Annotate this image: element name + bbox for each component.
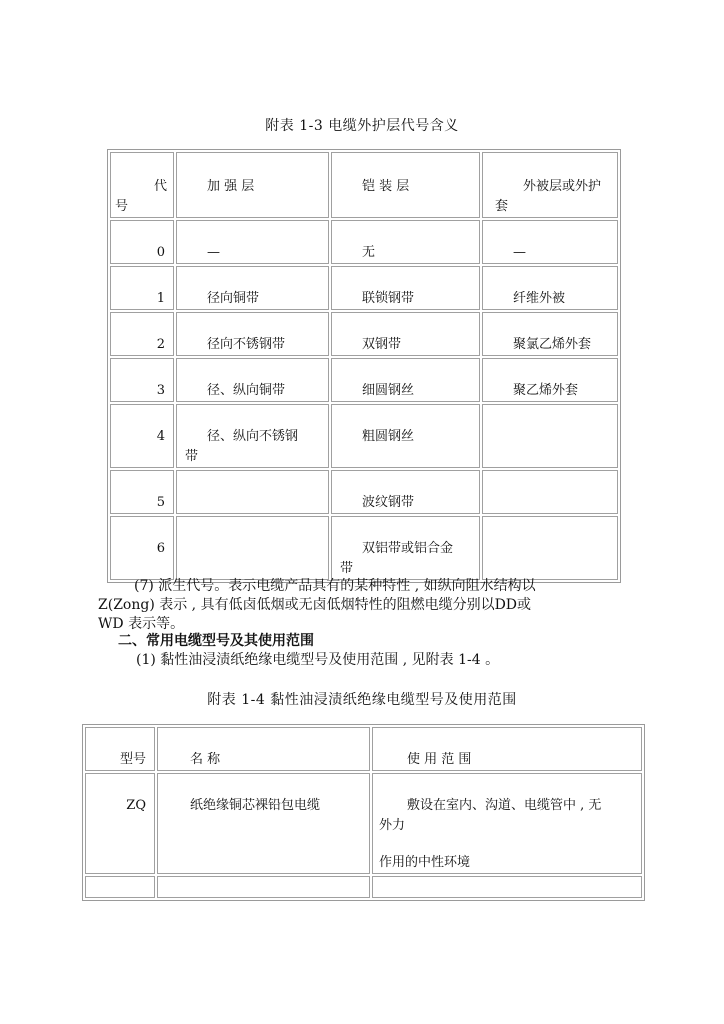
header-outer: 外被层或外护 套 [482, 152, 618, 218]
table-row [110, 404, 618, 468]
paragraph-derived-code: (7) 派生代号。表示电缆产品具有的某种特性 , 如纵向阻水结构以 Z(Zong) 表示 , 具有低卤低烟或无卤低烟特性的阻燃电缆分别以DD或 WD 表示等。 [98, 578, 536, 632]
section-heading: 二、常用电缆型号及其使用范围 [118, 633, 314, 649]
cell-outer: 纤维外被 [482, 266, 618, 310]
cell-code: 0 [110, 220, 174, 264]
cell-name [157, 876, 370, 898]
cell-armor: 联锁钢带 [331, 266, 480, 310]
cell-code: 5 [110, 470, 174, 514]
cell-code: 3 [110, 358, 174, 402]
cell-outer: 聚乙烯外套 [482, 358, 618, 402]
table-row [110, 516, 618, 580]
cell-armor: 波纹钢带 [331, 470, 480, 514]
table-row [110, 266, 618, 310]
cell-reinforce [176, 516, 329, 580]
table-row-empty [85, 876, 642, 898]
cell-outer: 聚氯乙烯外套 [482, 312, 618, 356]
cell-model [85, 876, 155, 898]
cell-code: 6 [110, 516, 174, 580]
table2-caption: 附表 1-4 黏性油浸渍纸绝缘电缆型号及使用范围 [207, 692, 517, 708]
table1-caption: 附表 1-3 电缆外护层代号含义 [265, 118, 459, 134]
cell-reinforce: 径向不锈钢带 [176, 312, 329, 356]
cell-armor: 粗圆钢丝 [331, 404, 480, 468]
cell-outer [482, 516, 618, 580]
cell-armor: 双钢带 [331, 312, 480, 356]
paragraph-table-ref: (1) 黏性油浸渍纸绝缘电缆型号及使用范围 , 见附表 1-4 。 [136, 652, 500, 668]
cell-code: 4 [110, 404, 174, 468]
table-header-row [110, 152, 618, 218]
table-row [110, 470, 618, 514]
cell-code: 2 [110, 312, 174, 356]
table-row [85, 773, 642, 874]
cable-sheath-code-table [107, 149, 621, 583]
table-row [110, 358, 618, 402]
table-row [110, 220, 618, 264]
cell-reinforce [176, 470, 329, 514]
table-header-row [85, 727, 642, 771]
cell-model: ZQ [85, 773, 155, 874]
header-reinforce: 加 强 层 [176, 152, 329, 218]
header-code: 代 号 [110, 152, 174, 218]
cell-reinforce: 径向铜带 [176, 266, 329, 310]
header-model: 型号 [85, 727, 155, 771]
header-name: 名 称 [157, 727, 370, 771]
header-armor: 铠 装 层 [331, 152, 480, 218]
cell-armor: 双铝带或铝合金 带 [331, 516, 480, 580]
cell-armor: 无 [331, 220, 480, 264]
cell-scope [372, 876, 642, 898]
cell-reinforce: 径、纵向不锈钢 带 [176, 404, 329, 468]
cell-reinforce: 径、纵向铜带 [176, 358, 329, 402]
cell-outer [482, 404, 618, 468]
oil-paper-cable-table [82, 724, 645, 901]
cell-scope: 敷设在室内、沟道、电缆管中 , 无 外力 作用的中性环境 [372, 773, 642, 874]
table-row [110, 312, 618, 356]
cell-outer: — [482, 220, 618, 264]
cell-code: 1 [110, 266, 174, 310]
cell-reinforce: — [176, 220, 329, 264]
cell-outer [482, 470, 618, 514]
cell-name: 纸绝缘铜芯裸铅包电缆 [157, 773, 370, 874]
cell-armor: 细圆钢丝 [331, 358, 480, 402]
header-scope: 使 用 范 围 [372, 727, 642, 771]
